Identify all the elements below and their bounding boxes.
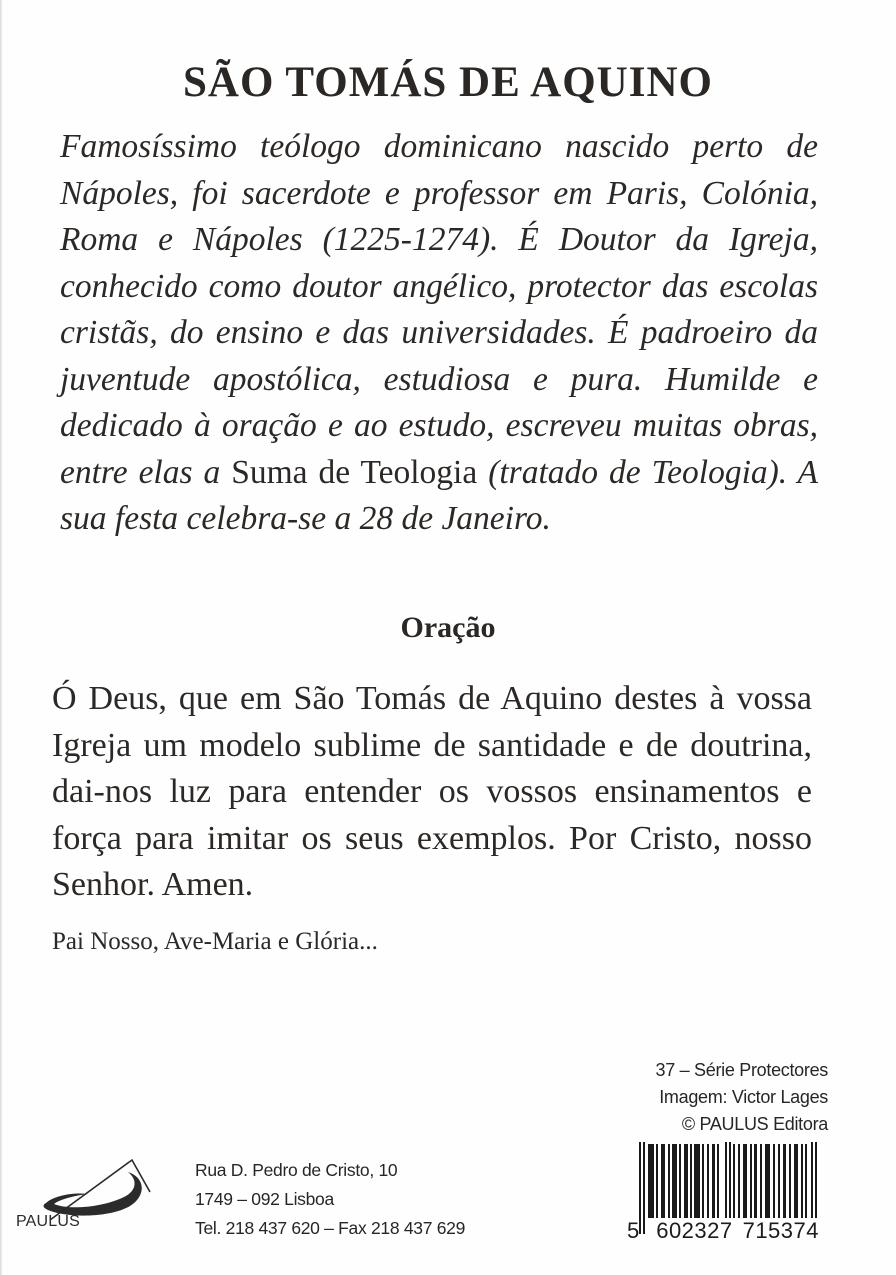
- address-phone-fax: Tel. 218 437 620 – Fax 218 437 629: [195, 1218, 466, 1238]
- credits-block: [656, 1057, 829, 1138]
- prayer-heading: Oração: [400, 611, 496, 644]
- biography-paragraph: [60, 124, 818, 543]
- saint-name-title: SÃO TOMÁS DE AQUINO: [183, 59, 713, 106]
- ean-barcode: [627, 1142, 827, 1247]
- biography-text-italic-1: Famosíssimo teólogo dominicano nascido perto de Nápoles, foi sacerdote e professor em Paris, Colónia, Roma e Nápoles (1225-1274). É Doutor da Igreja, conhecido como doutor angélico, protector das escolas cristãs, do ensino e das universidades. É padroeiro da juventude apostólica, estudiosa e pura. Humilde e dedicado à oração e ao estudo, escreveu muitas obras, entre elas a: [60, 128, 818, 491]
- barcode-group-2: 715374: [742, 1218, 819, 1243]
- prayer-closing: Pai Nosso, Ave-Maria e Glória...: [52, 928, 378, 955]
- paulus-logo-icon: [18, 1148, 158, 1248]
- address-street: Rua D. Pedro de Cristo, 10: [195, 1160, 398, 1180]
- prayer-text: Ó Deus, que em São Tomás de Aquino destes à vossa Igreja um modelo sublime de santidade e de doutrina, dai-nos luz para entender os vossos ensinamentos e força para imitar os seus exemplos. Por Cristo, nosso Senhor. Amen.: [52, 680, 812, 903]
- publisher-address: [195, 1156, 465, 1243]
- copyright-notice: © PAULUS Editora: [681, 1114, 828, 1134]
- publisher-logo-label: PAULUS: [16, 1213, 81, 1230]
- barcode-lead-digit: 5: [627, 1218, 640, 1243]
- barcode-number: [627, 1218, 827, 1244]
- biography-work-title: Suma de Teologia: [231, 453, 478, 491]
- address-city: 1749 – 092 Lisboa: [195, 1189, 334, 1209]
- biography-text-italic-2: (tratado de Teologia). A sua festa celebra-se a 28 de Janeiro.: [60, 453, 818, 537]
- series-label: 37 – Série Protectores: [655, 1060, 828, 1080]
- barcode-group-1: 602327: [656, 1218, 733, 1243]
- image-credit: Imagem: Victor Lages: [659, 1087, 828, 1107]
